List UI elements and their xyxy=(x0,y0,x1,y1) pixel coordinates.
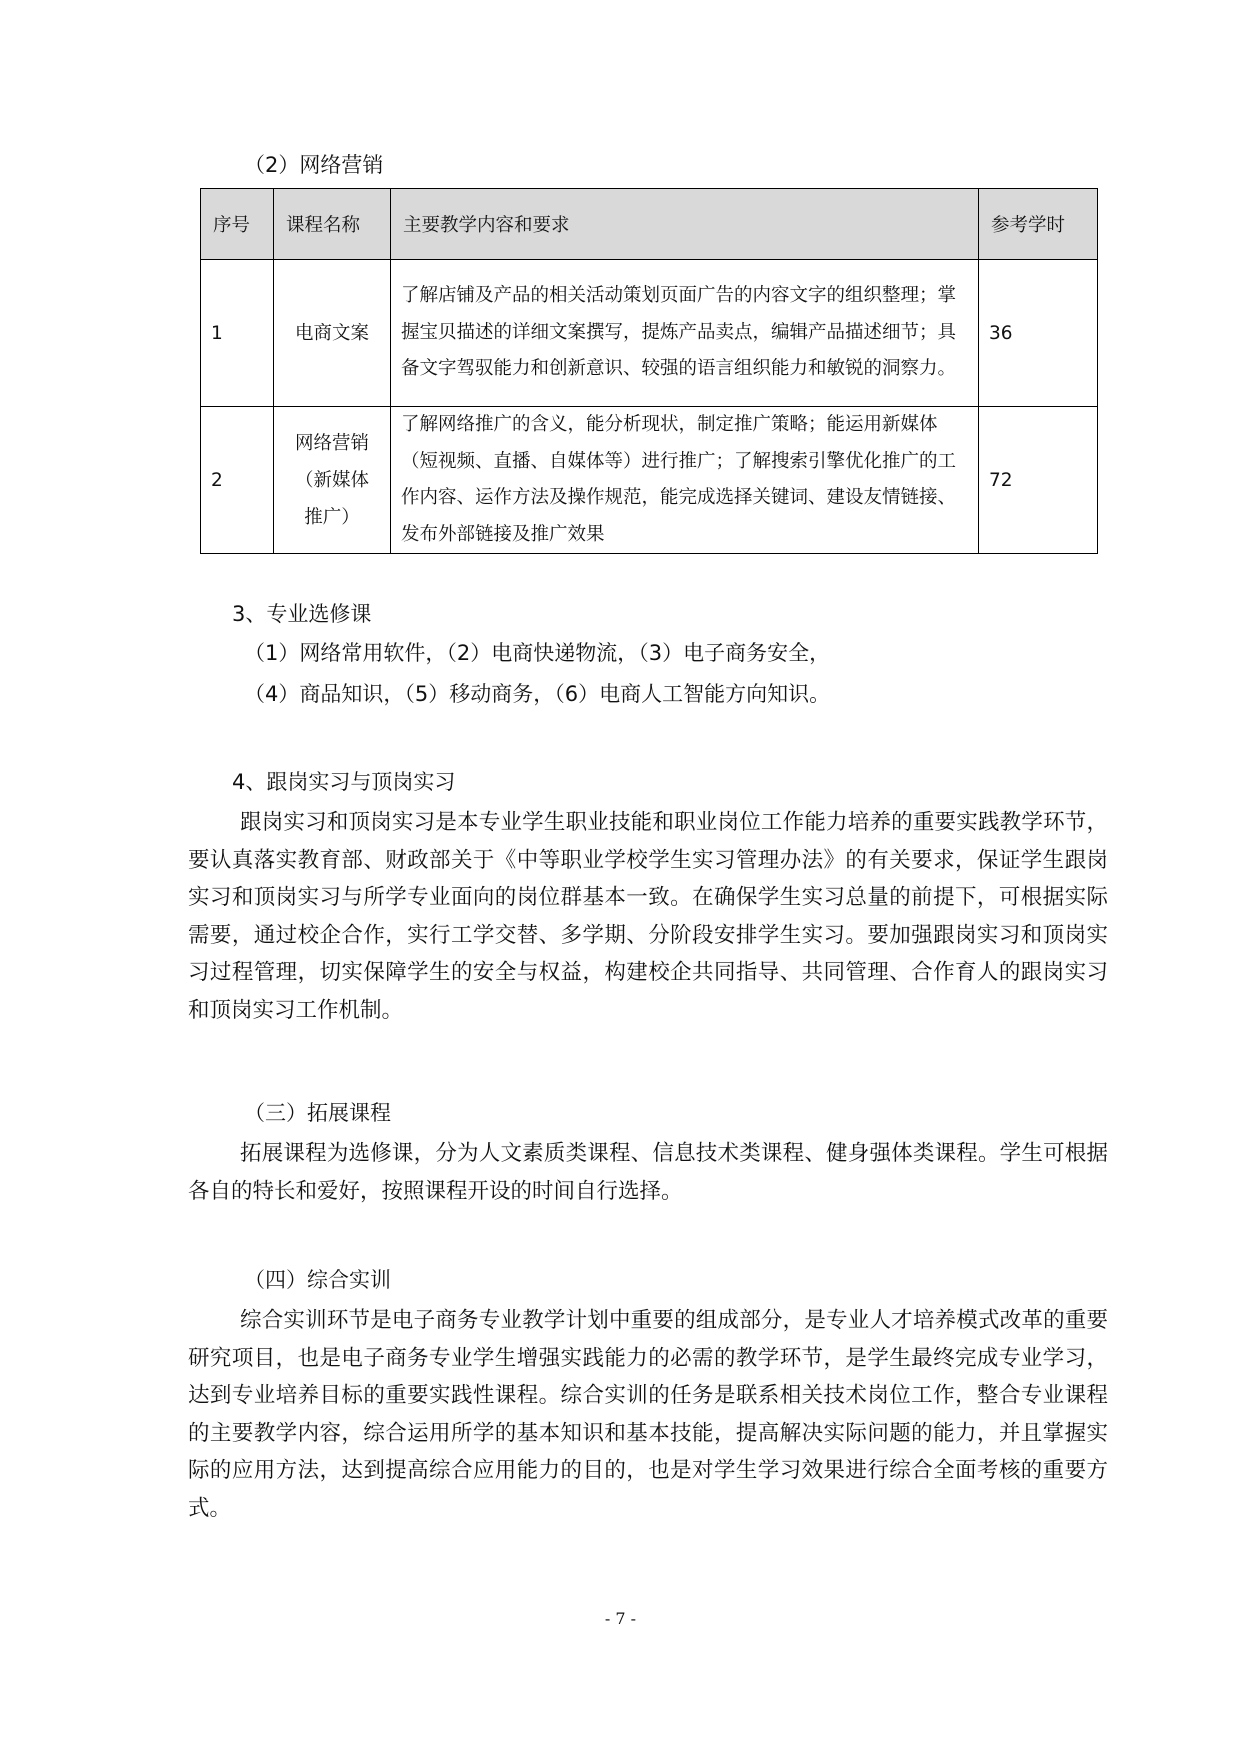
course-table xyxy=(200,188,1098,554)
course-hours: 72 xyxy=(979,407,1098,554)
page-number: - 7 - xyxy=(604,1609,637,1628)
electives-title: 3、专业选修课 xyxy=(232,602,372,626)
section-heading-network-marketing: （2）网络营销 xyxy=(244,153,384,177)
course-name: 网络营销（新媒体推广） xyxy=(274,407,391,554)
internship-title: 4、跟岗实习与顶岗实习 xyxy=(232,770,456,794)
course-name: 电商文案 xyxy=(274,260,391,407)
course-hours: 36 xyxy=(979,260,1098,407)
row-number: 2 xyxy=(201,407,274,554)
course-content: 了解网络推广的含义，能分析现状，制定推广策略；能运用新媒体（短视频、直播、自媒体等）进行推广；了解搜索引擎优化推广的工作内容、运作方法及操作规范，能完成选择关键词、建设友情链接、发布外部链接及推广效果 xyxy=(401,414,957,545)
course-content-cell xyxy=(391,407,979,554)
extension-title: （三）拓展课程 xyxy=(244,1101,391,1125)
extension-paragraph: 拓展课程为选修课，分为人文素质类课程、信息技术类课程、健身强体类课程。学生可根据各自的特长和爱好，按照课程开设的时间自行选择。 xyxy=(188,1141,1108,1204)
header-content: 主要教学内容和要求 xyxy=(391,189,979,260)
row-number: 1 xyxy=(201,260,274,407)
electives-line-1: （1）网络常用软件，（2）电商快递物流，（3）电子商务安全， xyxy=(244,641,831,665)
header-course-name: 课程名称 xyxy=(274,189,391,260)
electives-line-2: （4）商品知识，（5）移动商务，（6）电商人工智能方向知识。 xyxy=(244,682,831,706)
training-title: （四）综合实训 xyxy=(244,1268,391,1292)
course-content: 了解店铺及产品的相关活动策划页面广告的内容文字的组织整理；掌握宝贝描述的详细文案撰写，提炼产品卖点，编辑产品描述细节；具备文字驾驭能力和创新意识、较强的语言组织能力和敏锐的洞察力。 xyxy=(391,260,979,407)
training-paragraph: 综合实训环节是电子商务专业教学计划中重要的组成部分，是专业人才培养模式改革的重要研究项目，也是电子商务专业学生增强实践能力的必需的教学环节，是学生最终完成专业学习，达到专业培养目标的重要实践性课程。综合实训的任务是联系相关技术岗位工作，整合专业课程的主要教学内容，综合运用所学的基本知识和基本技能，提高解决实际问题的能力，并且掌握实际的应用方法，达到提高综合应用能力的目的，也是对学生学习效果进行综合全面考核的重要方式。 xyxy=(188,1308,1108,1521)
table-header-row xyxy=(201,189,1098,260)
internship-paragraph: 跟岗实习和顶岗实习是本专业学生职业技能和职业岗位工作能力培养的重要实践教学环节，要认真落实教育部、财政部关于《中等职业学校学生实习管理办法》的有关要求，保证学生跟岗实习和顶岗实习与所学专业面向的岗位群基本一致。在确保学生实习总量的前提下，可根据实际需要，通过校企合作，实行工学交替、多学期、分阶段安排学生实习。要加强跟岗实习和顶岗实习过程管理，切实保障学生的安全与权益，构建校企共同指导、共同管理、合作育人的跟岗实习和顶岗实习工作机制。 xyxy=(188,810,1108,1023)
table-row xyxy=(201,407,1098,554)
header-seq: 序号 xyxy=(201,189,274,260)
header-hours: 参考学时 xyxy=(979,189,1098,260)
table-row xyxy=(201,260,1098,407)
